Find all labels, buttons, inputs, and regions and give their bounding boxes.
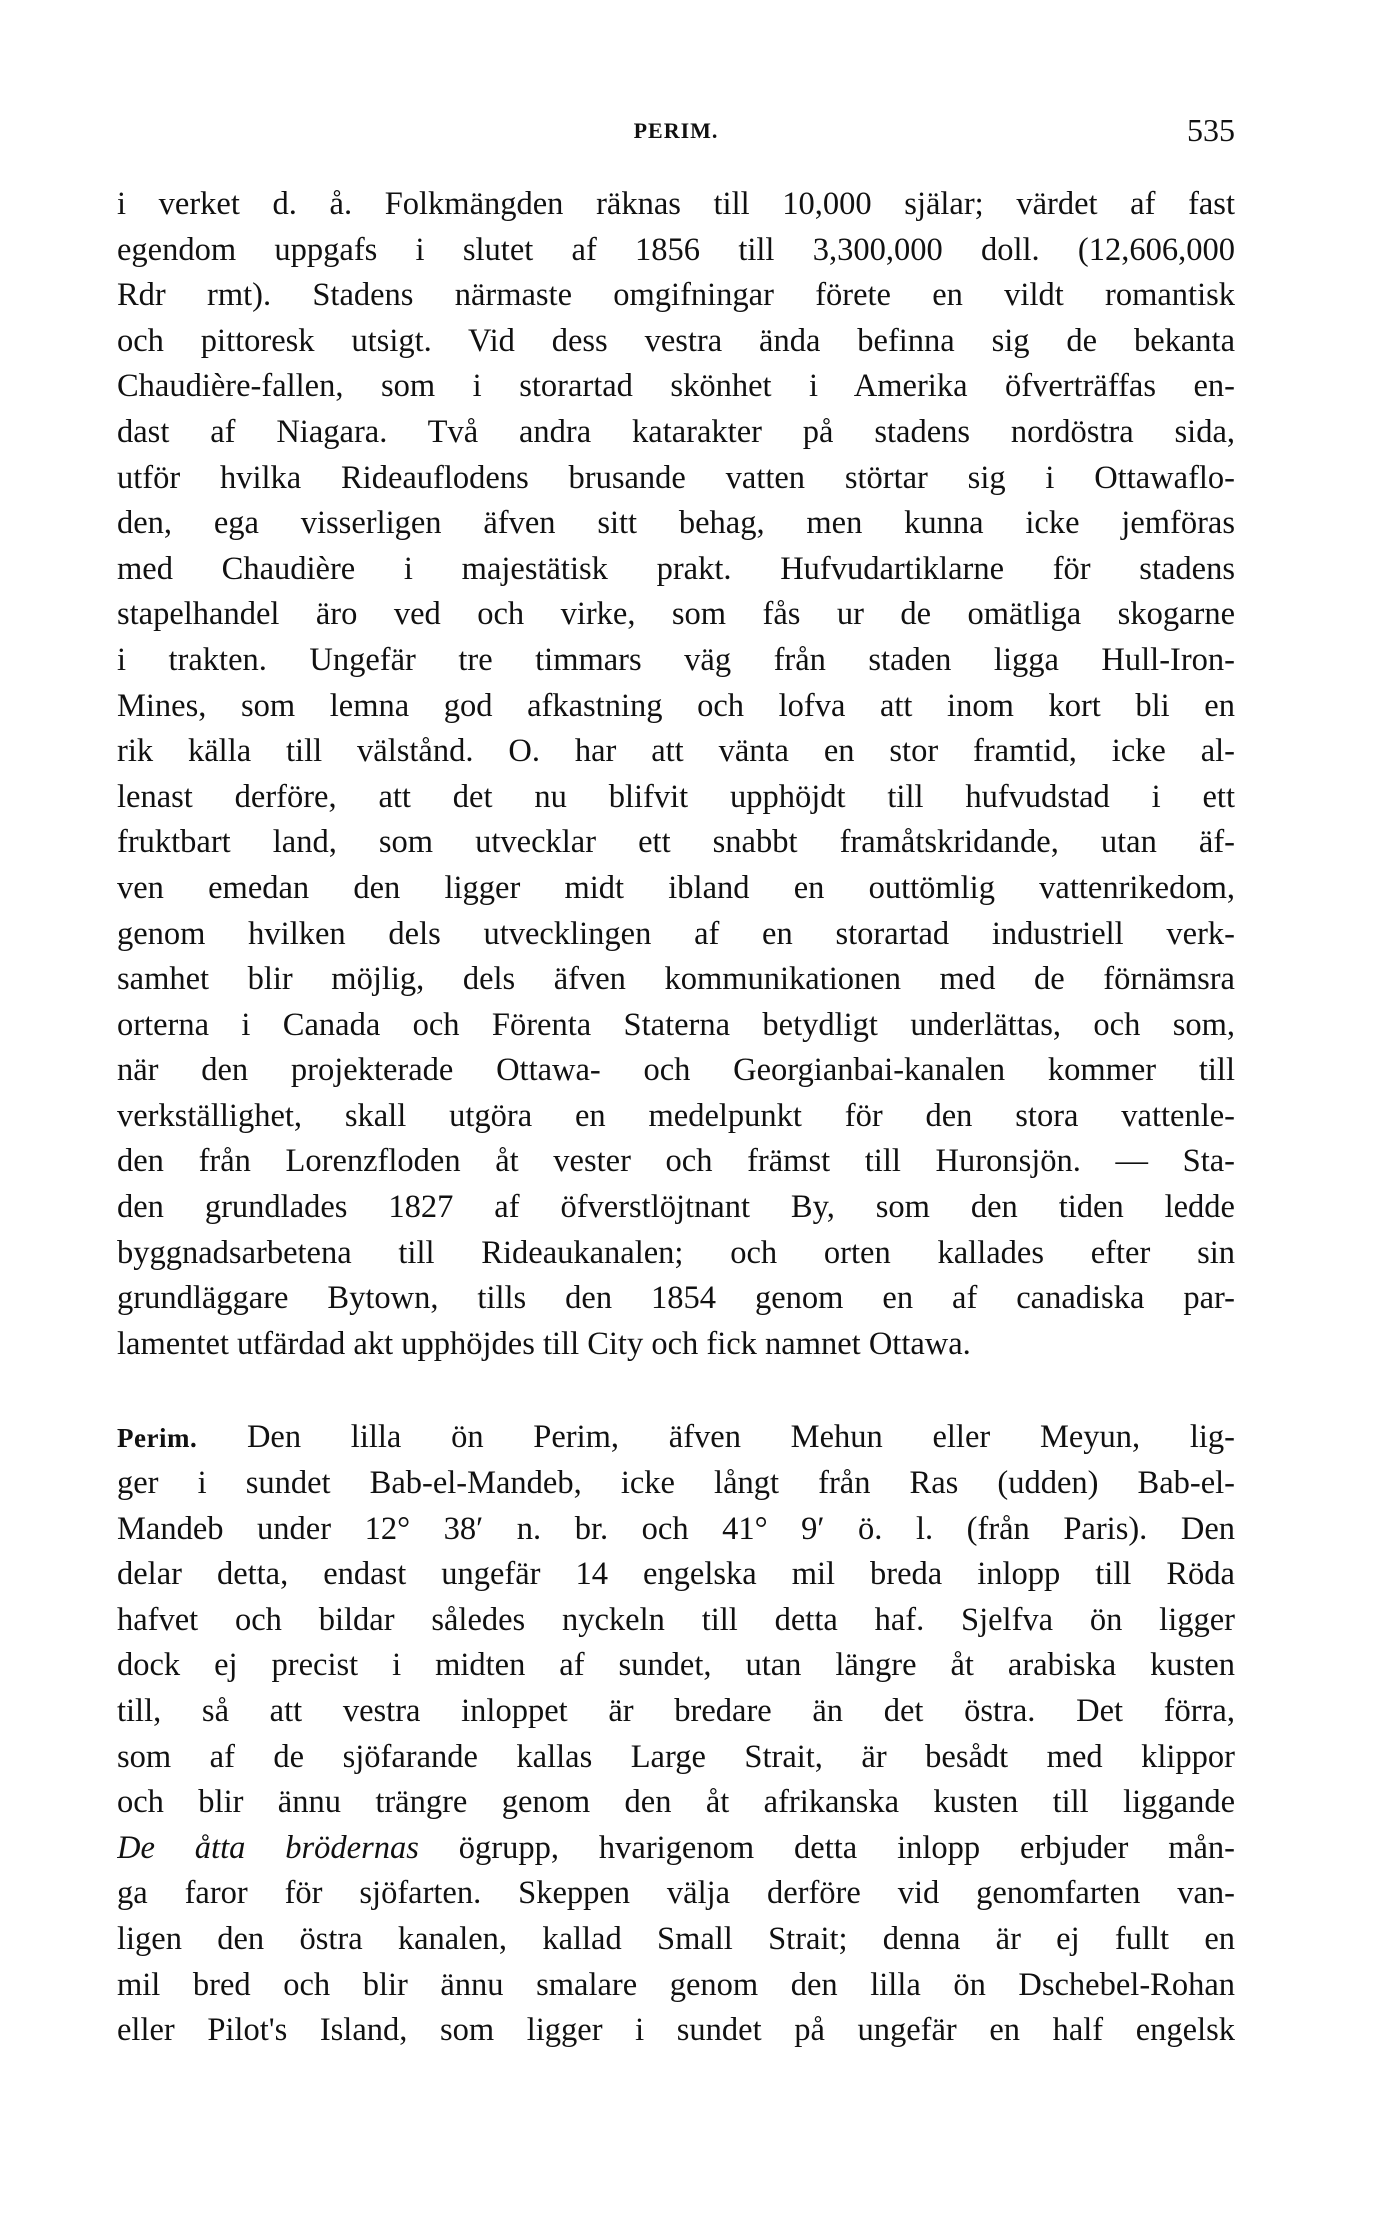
text-line: stapelhandel äro ved och virke, som fås ur de omätliga skogarne [117,596,1235,633]
running-title: PERIM. [633,118,719,143]
text-line: med Chaudière i majestätisk prakt. Hufvudartiklarne för stadens [117,550,1235,587]
body-text [117,182,1235,2054]
text-line: ger i sundet Bab-el-Mandeb, icke långt från Ras (udden) Bab-el- [117,1465,1235,1502]
text-line: fruktbart land, som utvecklar ett snabbt framåtskridande, utan äf- [117,824,1235,861]
text-line: Chaudière-fallen, som i storartad skönhet i Amerika öfverträffas en- [117,368,1235,405]
text-line: den, ega visserligen äfven sitt behag, men kunna icke jemföras [117,505,1235,542]
paragraph-ottawa-continuation [117,182,1235,1367]
text-line [117,1415,1235,1461]
italic-phrase: De åtta brödernas [117,1829,419,1866]
text-line: och blir ännu trängre genom den åt afrikanska kusten till liggande [117,1784,1235,1821]
text-line: dock ej precist i midten af sundet, utan längre åt arabiska kusten [117,1647,1235,1684]
text-line: Mines, som lemna god afkastning och lofva att inom kort bli en [117,687,1235,724]
entry-heading-perim: Perim. [117,1423,198,1454]
text-line: utför hvilka Rideauflodens brusande vatten störtar sig i Ottawaflo- [117,459,1235,496]
text-line: ligen den östra kanalen, kallad Small Strait; denna är ej fullt en [117,1920,1235,1957]
text-line: Rdr rmt). Stadens närmaste omgifningar förete en vildt romantisk [117,277,1235,314]
text-line: när den projekterade Ottawa- och Georgianbai-kanalen kommer till [117,1052,1235,1089]
text-line: ga faror för sjöfarten. Skeppen välja derföre vid genomfarten van- [117,1875,1235,1912]
paragraph-perim-lines-after [117,1871,1235,2053]
page-number: 535 [1187,112,1235,148]
text-line-content: ögrupp, hvarigenom detta inlopp erbjuder mån- [458,1829,1235,1866]
text-line: och pittoresk utsigt. Vid dess vestra ända befinna sig de bekanta [117,322,1235,359]
text-line: egendom uppgafs i slutet af 1856 till 3,300,000 doll. (12,606,000 [117,231,1235,268]
text-line [117,1826,1235,1872]
paragraph-gap [117,1367,1235,1415]
text-line: grundläggare Bytown, tills den 1854 genom en af canadiska par- [117,1280,1235,1317]
text-line: rik källa till välstånd. O. har att vänta en stor framtid, icke al- [117,733,1235,770]
text-line: till, så att vestra inloppet är bredare än det östra. Det förra, [117,1693,1235,1729]
text-line: ven emedan den ligger midt ibland en outtömlig vattenrikedom, [117,869,1235,906]
text-line: Mandeb under 12° 38′ n. br. och 41° 9′ ö. l. (från Paris). Den [117,1510,1235,1547]
text-line: i trakten. Ungefär tre timmars väg från staden ligga Hull-Iron- [117,641,1235,678]
text-line: lamentet utfärdad akt upphöjdes till City och fick namnet Ottawa. [117,1325,971,1362]
text-line: byggnadsarbetena till Rideaukanalen; och orten kallades efter sin [117,1234,1235,1271]
text-line: delar detta, endast ungefär 14 engelska mil breda inlopp till Röda [117,1556,1235,1593]
running-head [117,112,1235,152]
text-line: eller Pilot's Island, som ligger i sundet på ungefär en half engelsk [117,2012,1235,2049]
text-line: den grundlades 1827 af öfverstlöjtnant By, som den tiden ledde [117,1189,1235,1226]
text-line: den från Lorenzfloden åt vester och främst till Huronsjön. — Sta- [117,1143,1235,1180]
text-line: orterna i Canada och Förenta Staterna betydligt underlättas, och som, [117,1006,1235,1043]
text-line: verkställighet, skall utgöra en medelpunkt för den stora vattenle- [117,1097,1235,1134]
paragraph-perim [117,1415,1235,2053]
text-line: hafvet och bildar således nyckeln till detta haf. Sjelfva ön ligger [117,1601,1235,1638]
text-line: genom hvilken dels utvecklingen af en storartad industriell verk- [117,915,1235,952]
text-line: i verket d. å. Folkmängden räknas till 10,000 själar; värdet af fast [117,186,1235,222]
paragraph-perim-lines [117,1461,1235,1826]
text-line-content: Den lilla ön Perim, äfven Mehun eller Meyun, lig- [246,1419,1235,1456]
text-line: dast af Niagara. Två andra katarakter på stadens nordöstra sida, [117,413,1235,450]
text-line: mil bred och blir ännu smalare genom den lilla ön Dschebel-Rohan [117,1966,1235,2003]
text-line: som af de sjöfarande kallas Large Strait, är besådt med klippor [117,1738,1235,1775]
text-line: samhet blir möjlig, dels äfven kommunikationen med de förnämsra [117,961,1235,998]
text-line: lenast derföre, att det nu blifvit upphöjdt till hufvudstad i ett [117,778,1235,815]
